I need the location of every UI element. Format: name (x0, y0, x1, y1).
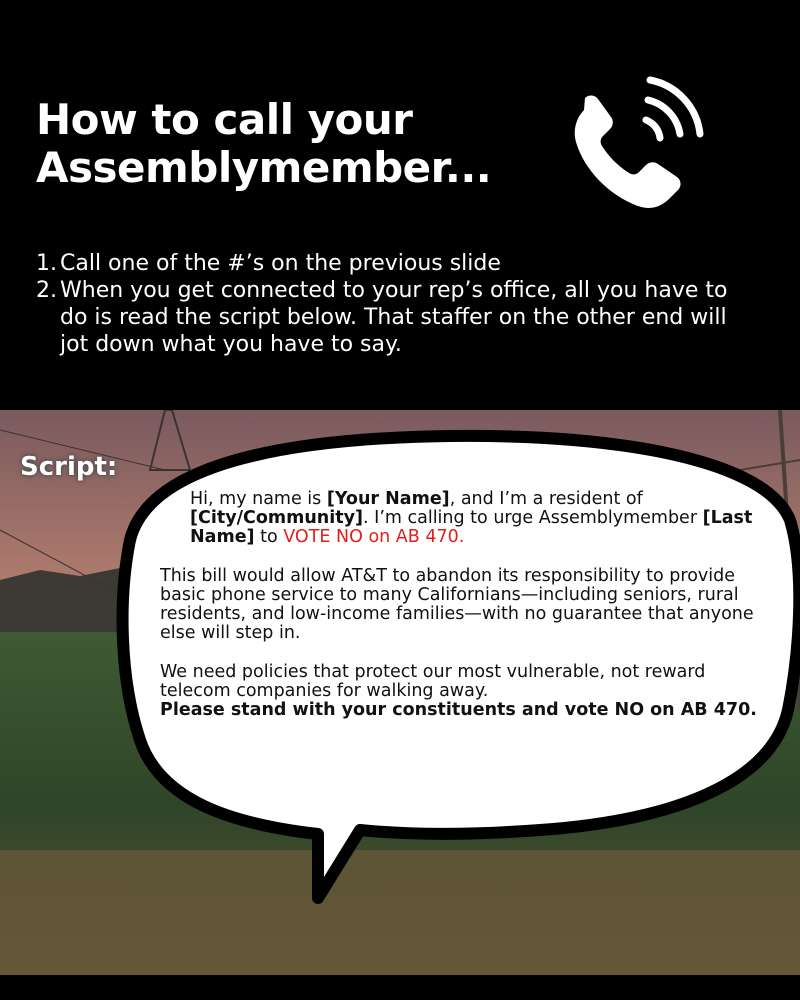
header-section (0, 0, 800, 410)
step-text: When you get connected to your rep’s office, all you have to do is read the script below. That staffer on the other end will jot down what you have to say. (60, 278, 728, 357)
vote-no-text: VOTE NO on AB 470. (283, 527, 465, 547)
phone-ringing-icon (562, 72, 712, 217)
step-text: Call one of the #’s on the previous slide (60, 251, 501, 276)
intro-text-4: to (254, 527, 284, 547)
script-text (160, 490, 766, 720)
script-bill-paragraph: This bill would allow AT&T to abandon its responsibility to provide basic phone service to many Californians—including seniors, rural residents, and low-income families—with no guarantee that anyone else will step in. (160, 566, 754, 643)
script-label: Script: (20, 452, 118, 482)
step-number: 1. (36, 251, 57, 276)
last-name-placeholder: [Last Name] (190, 508, 753, 547)
intro-text-3: . I’m calling to urge Assemblymember (363, 508, 703, 528)
instructions-list (36, 250, 746, 358)
script-closing-paragraph (160, 663, 766, 720)
your-name-placeholder: [Your Name] (326, 489, 450, 509)
page-title (36, 96, 491, 192)
intro-text-1: Hi, my name is (190, 489, 327, 509)
list-item (36, 250, 746, 277)
script-intro-paragraph (160, 490, 766, 547)
list-item (36, 277, 746, 358)
intro-text-2: , and I’m a resident of (449, 489, 643, 509)
step-number: 2. (36, 278, 57, 303)
bottom-bar (0, 975, 800, 1000)
city-placeholder: [City/Community] (190, 508, 364, 528)
closing-bold-text: Please stand with your constituents and vote NO on AB 470. (160, 700, 757, 720)
closing-text: We need policies that protect our most vulnerable, not reward telecom companies for walking away. (160, 662, 706, 701)
title-line-2: Assemblymember... (36, 143, 492, 192)
title-line-1: How to call your (36, 95, 413, 144)
